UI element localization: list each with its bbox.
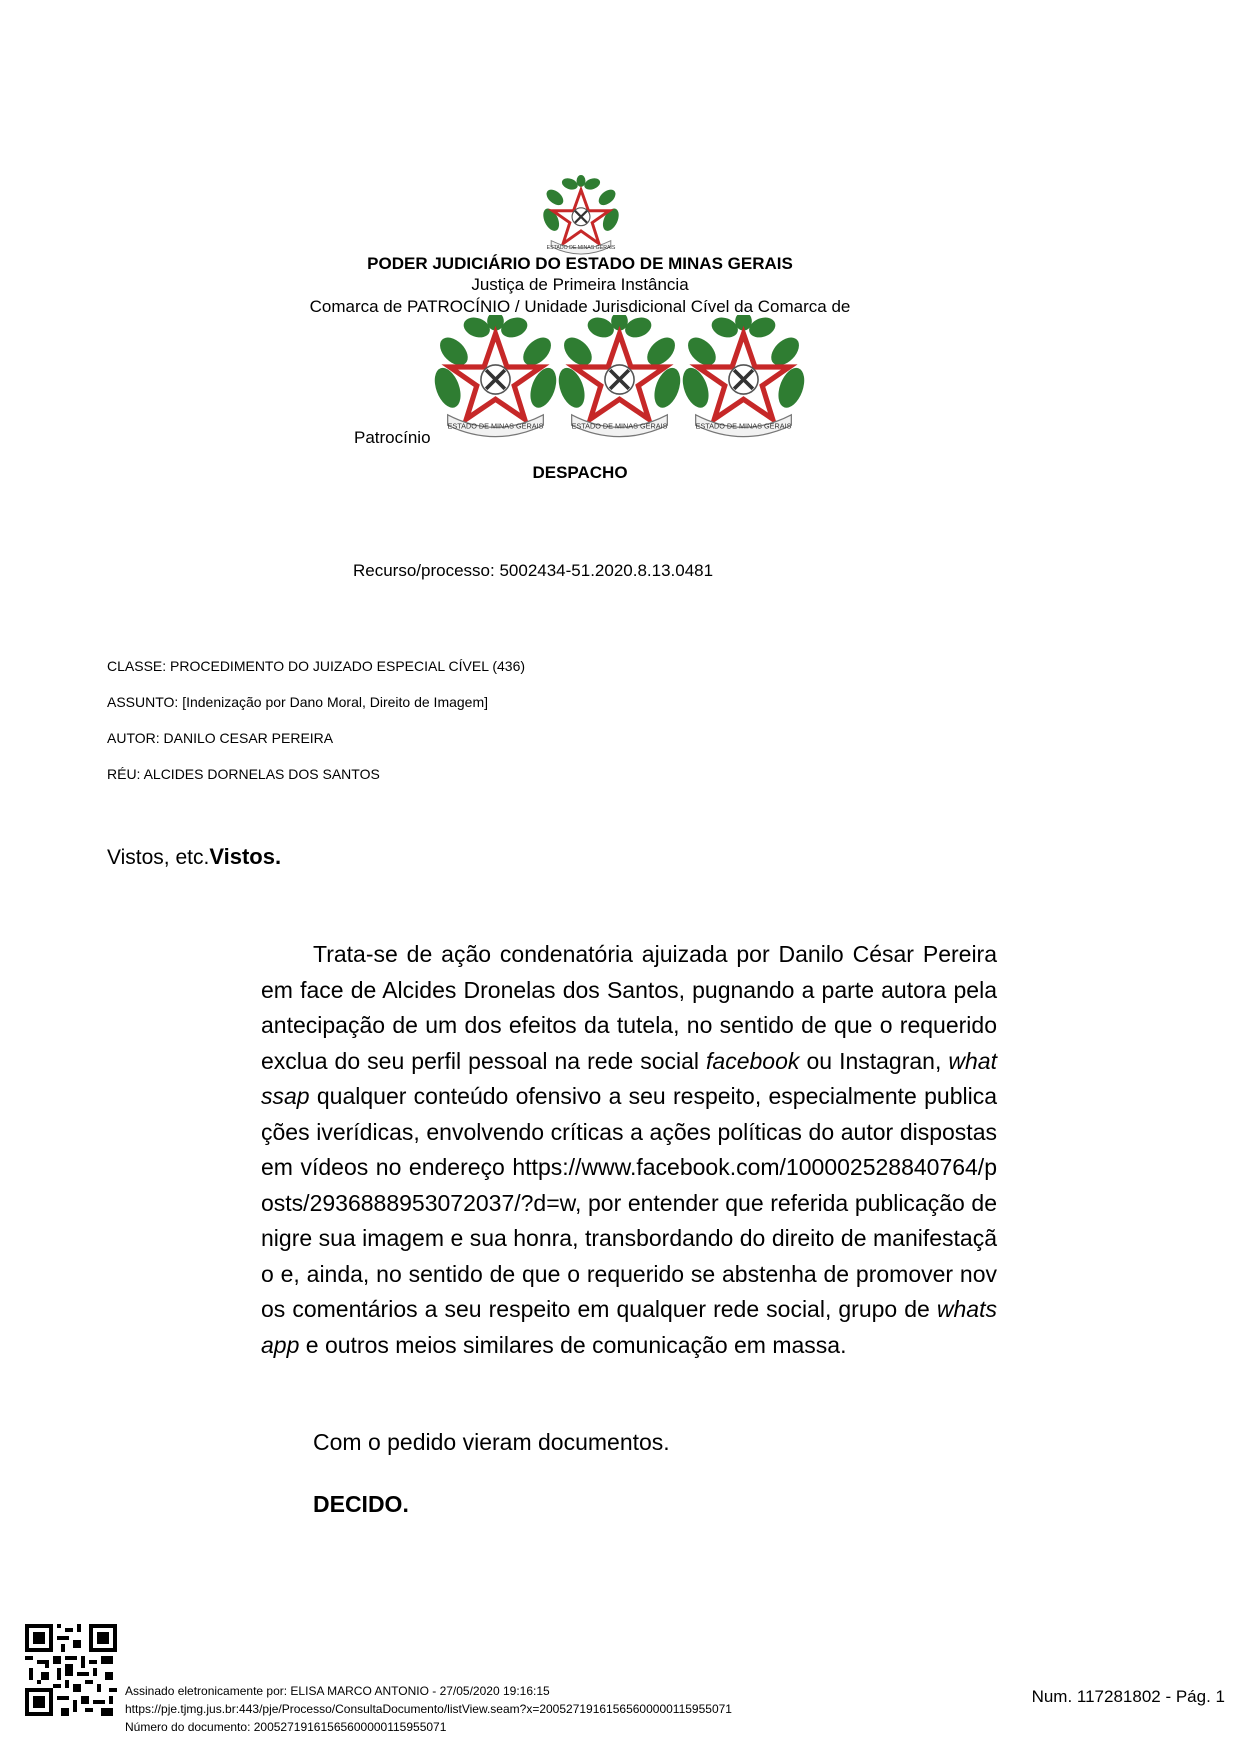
seal-label: ESTADO DE MINAS GERAIS [695, 421, 792, 431]
state-seal-logo [535, 175, 627, 257]
page-reference: Num. 117281802 - Pág. 1 [1031, 1687, 1225, 1706]
state-seal-logo [557, 315, 682, 445]
process-reu: RÉU: ALCIDES DORNELAS DOS SANTOS [107, 766, 380, 782]
court-name: PODER JUDICIÁRIO DO ESTADO DE MINAS GERAIS [367, 254, 793, 273]
body-paragraph-documents: Com o pedido vieram documentos. [313, 1429, 670, 1455]
seal-label: ESTADO DE MINAS GERAIS [571, 421, 668, 431]
process-classe: CLASSE: PROCEDIMENTO DO JUIZADO ESPECIAL CÍVEL (436) [107, 658, 526, 674]
p1-em-whatssap: whatssap [261, 1047, 997, 1109]
process-assunto: ASSUNTO: [Indenização por Dano Moral, Direito de Imagem] [107, 694, 489, 710]
document-number: Número do documento: 20052719161565600000115955071 [125, 1720, 447, 1734]
p1-em-whatsapp: whatsapp [261, 1296, 997, 1358]
body-paragraph-main [261, 937, 997, 1363]
decision-heading: DECIDO. [313, 1491, 409, 1517]
state-seal-logo [433, 315, 558, 445]
vistos-plain: Vistos, etc. [107, 846, 210, 869]
document-type-title: DESPACHO [532, 463, 628, 482]
process-number: Recurso/processo: 5002434-51.2020.8.13.0481 [353, 561, 714, 580]
p1-em-facebook: facebook [706, 1047, 800, 1074]
qr-code-icon [25, 1624, 117, 1716]
p1-text-d: e outros meios similares de comunicação em massa. [299, 1331, 847, 1358]
p1-text-b: ou Instagran, [799, 1047, 949, 1074]
signature-info: Assinado eletronicamente por: ELISA MARCO ANTONIO - 27/05/2020 19:16:15 [125, 1684, 550, 1698]
seal-label: ESTADO DE MINAS GERAIS [447, 421, 544, 431]
document-url[interactable]: https://pje.tjmg.jus.br:443/pje/Processo/ConsultaDocumento/listView.seam?x=20052719161565600000115955071 [125, 1702, 732, 1716]
city-name: Patrocínio [354, 428, 431, 447]
process-autor: AUTOR: DANILO CESAR PEREIRA [107, 730, 334, 746]
vistos-line [107, 844, 281, 870]
comarca-name: Comarca de PATROCÍNIO / Unidade Jurisdicional Cível da Comarca de [309, 297, 851, 316]
seal-label: ESTADO DE MINAS GERAIS [546, 244, 616, 251]
vistos-bold: Vistos. [209, 844, 282, 869]
p1-text-a: Trata-se de ação condenatória ajuizada por Danilo César Pereira em face de Alcides Dronelas dos Santos, pugnando a parte autora pela antecipação de um dos efeitos da tutela, no sentido de que o requerido exclua do seu perfil pessoal na rede social [261, 941, 997, 1074]
instance-name: Justiça de Primeira Instância [471, 275, 689, 294]
state-seal-logo [681, 315, 806, 445]
p1-text-c: qualquer conteúdo ofensivo a seu respeito, especialmente publicações iverídicas, envolvendo críticas a ações políticas do autor dispostas em vídeos no endereço https://www.facebook.com/100002528840764/posts/2936888953072037/?d=w, por entender que referida publicação denigre sua imagem e sua honra, transbordando do direito de manifestação e, ainda, no sentido de que o requerido se abstenha de promover novos comentários a seu respeito em qualquer rede social, grupo de [261, 1083, 997, 1322]
